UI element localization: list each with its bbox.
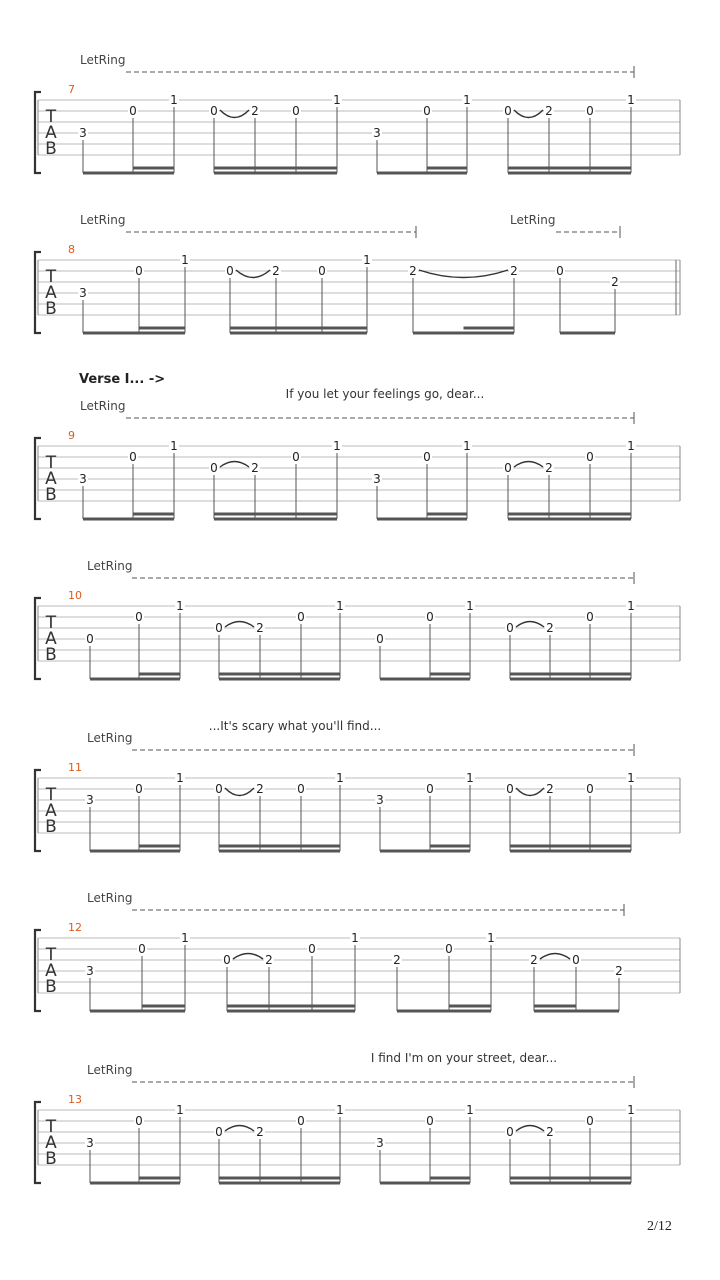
beam-group [555, 264, 620, 333]
fret-number: 0 [586, 104, 594, 118]
fret-number: 1 [487, 931, 495, 945]
tab-system [35, 213, 680, 333]
fret-number: 1 [627, 599, 635, 613]
fret-number: 2 [251, 461, 259, 475]
fret-number: 1 [351, 931, 359, 945]
fret-number: 1 [463, 439, 471, 453]
tab-clef-letter: T [45, 267, 57, 287]
fret-number: 0 [506, 621, 514, 635]
tab-clef-letter: A [45, 469, 57, 489]
fret-number: 3 [86, 793, 94, 807]
fret-number: 0 [586, 1114, 594, 1128]
beam-group [408, 264, 519, 333]
lyric-text: I find I'm on your street, dear... [370, 1051, 558, 1065]
fret-number: 0 [586, 782, 594, 796]
bar-number: 8 [68, 243, 75, 256]
fret-number: 2 [615, 964, 623, 978]
fret-number: 2 [546, 1125, 554, 1139]
fret-number: 2 [510, 264, 518, 278]
fret-number: 3 [79, 286, 87, 300]
fret-number: 0 [426, 1114, 434, 1128]
fret-number: 1 [336, 1103, 344, 1117]
fret-number: 1 [176, 599, 184, 613]
fret-number: 0 [210, 461, 218, 475]
tab-clef-letter: T [45, 107, 57, 127]
fret-number: 2 [256, 1125, 264, 1139]
tab-clef-letter: B [45, 139, 57, 159]
fret-number: 0 [135, 610, 143, 624]
fret-number: 0 [223, 953, 231, 967]
fret-number: 0 [297, 1114, 305, 1128]
tie-arc [225, 622, 254, 628]
fret-number: 0 [586, 450, 594, 464]
fret-number: 1 [181, 931, 189, 945]
fret-number: 2 [545, 104, 553, 118]
fret-number: 0 [506, 1125, 514, 1139]
fret-number: 1 [363, 253, 371, 267]
tab-clef-letter: A [45, 961, 57, 981]
let-ring-label: LetRing [510, 213, 556, 227]
tab-clef-letter: B [45, 817, 57, 837]
tab-system [35, 1051, 680, 1183]
fret-number: 0 [423, 104, 431, 118]
let-ring-label: LetRing [87, 891, 133, 905]
fret-number: 3 [376, 1136, 384, 1150]
fret-number: 0 [297, 610, 305, 624]
let-ring-label: LetRing [80, 399, 126, 413]
fret-number: 0 [504, 461, 512, 475]
fret-number: 1 [627, 439, 635, 453]
fret-number: 0 [308, 942, 316, 956]
fret-number: 0 [506, 782, 514, 796]
let-ring-label: LetRing [87, 559, 133, 573]
page-number: 2/12 [647, 1219, 672, 1234]
fret-number: 1 [336, 771, 344, 785]
tab-clef-letter: T [45, 1117, 57, 1137]
bar-number: 7 [68, 83, 75, 96]
fret-number: 0 [138, 942, 146, 956]
fret-number: 0 [135, 782, 143, 796]
tab-clef-letter: A [45, 283, 57, 303]
fret-number: 3 [79, 126, 87, 140]
let-ring-label: LetRing [80, 213, 126, 227]
fret-number: 1 [176, 1103, 184, 1117]
fret-number: 0 [572, 953, 580, 967]
fret-number: 0 [423, 450, 431, 464]
tab-clef-letter: B [45, 485, 57, 505]
let-ring-label: LetRing [87, 1063, 133, 1077]
fret-number: 2 [256, 621, 264, 635]
tab-system [35, 372, 680, 519]
fret-number: 0 [445, 942, 453, 956]
lyric-text: If you let your feelings go, dear... [285, 387, 485, 401]
fret-number: 2 [546, 621, 554, 635]
tab-clef-letter: T [45, 945, 57, 965]
fret-number: 0 [376, 632, 384, 646]
fret-number: 1 [170, 439, 178, 453]
tab-clef-letter: B [45, 1149, 57, 1169]
fret-number: 0 [297, 782, 305, 796]
fret-number: 2 [530, 953, 538, 967]
fret-number: 0 [129, 104, 137, 118]
fret-number: 1 [181, 253, 189, 267]
tab-clef-letter: T [45, 785, 57, 805]
fret-number: 2 [545, 461, 553, 475]
fret-number: 0 [556, 264, 564, 278]
tie-arc [220, 462, 249, 468]
tab-system [35, 559, 680, 679]
tab-clef-letter: A [45, 629, 57, 649]
tie-arc [225, 1126, 254, 1132]
fret-number: 0 [135, 1114, 143, 1128]
fret-number: 2 [611, 275, 619, 289]
fret-number: 0 [504, 104, 512, 118]
fret-number: 0 [426, 782, 434, 796]
fret-number: 0 [318, 264, 326, 278]
fret-number: 1 [176, 771, 184, 785]
fret-number: 0 [226, 264, 234, 278]
fret-number: 1 [466, 771, 474, 785]
tab-clef-letter: B [45, 299, 57, 319]
fret-number: 1 [463, 93, 471, 107]
fret-number: 1 [627, 1103, 635, 1117]
fret-number: 0 [292, 104, 300, 118]
fret-number: 1 [333, 439, 341, 453]
tab-clef-letter: T [45, 613, 57, 633]
fret-number: 0 [426, 610, 434, 624]
fret-number: 1 [627, 771, 635, 785]
tab-clef-letter: A [45, 801, 57, 821]
fret-number: 0 [292, 450, 300, 464]
tab-clef-letter: B [45, 645, 57, 665]
fret-number: 3 [373, 126, 381, 140]
bar-number: 12 [68, 921, 82, 934]
tab-system [35, 53, 680, 173]
fret-number: 2 [393, 953, 401, 967]
tie-arc [516, 1126, 544, 1132]
tab-clef-letter: A [45, 123, 57, 143]
fret-number: 1 [627, 93, 635, 107]
fret-number: 0 [215, 782, 223, 796]
tie-arc [514, 462, 543, 468]
fret-number: 0 [586, 610, 594, 624]
fret-number: 3 [376, 793, 384, 807]
bar-number: 10 [68, 589, 82, 602]
tab-clef-letter: T [45, 453, 57, 473]
fret-number: 0 [86, 632, 94, 646]
fret-number: 3 [86, 1136, 94, 1150]
fret-number: 0 [215, 621, 223, 635]
tab-clef-letter: B [45, 977, 57, 997]
let-ring-label: LetRing [87, 731, 133, 745]
bar-number: 11 [68, 761, 82, 774]
section-label: Verse I... -> [79, 372, 166, 387]
fret-number: 1 [466, 1103, 474, 1117]
fret-number: 0 [210, 104, 218, 118]
fret-number: 2 [546, 782, 554, 796]
bar-number: 13 [68, 1093, 82, 1106]
let-ring-label: LetRing [80, 53, 126, 67]
tab-system [35, 891, 680, 1011]
tie-arc [516, 622, 544, 628]
fret-number: 1 [170, 93, 178, 107]
fret-number: 3 [373, 472, 381, 486]
fret-number: 2 [251, 104, 259, 118]
fret-number: 1 [466, 599, 474, 613]
fret-number: 1 [333, 93, 341, 107]
tie-arc [233, 954, 263, 960]
fret-number: 1 [336, 599, 344, 613]
fret-number: 2 [409, 264, 417, 278]
fret-number: 3 [79, 472, 87, 486]
fret-number: 3 [86, 964, 94, 978]
fret-number: 0 [129, 450, 137, 464]
tie-arc [540, 954, 570, 960]
tab-clef-letter: A [45, 1133, 57, 1153]
tab-system [35, 719, 680, 851]
fret-number: 2 [256, 782, 264, 796]
bar-number: 9 [68, 429, 75, 442]
fret-number: 0 [215, 1125, 223, 1139]
fret-number: 2 [272, 264, 280, 278]
fret-number: 2 [265, 953, 273, 967]
fret-number: 0 [135, 264, 143, 278]
lyric-text: ...It's scary what you'll find... [208, 719, 382, 733]
